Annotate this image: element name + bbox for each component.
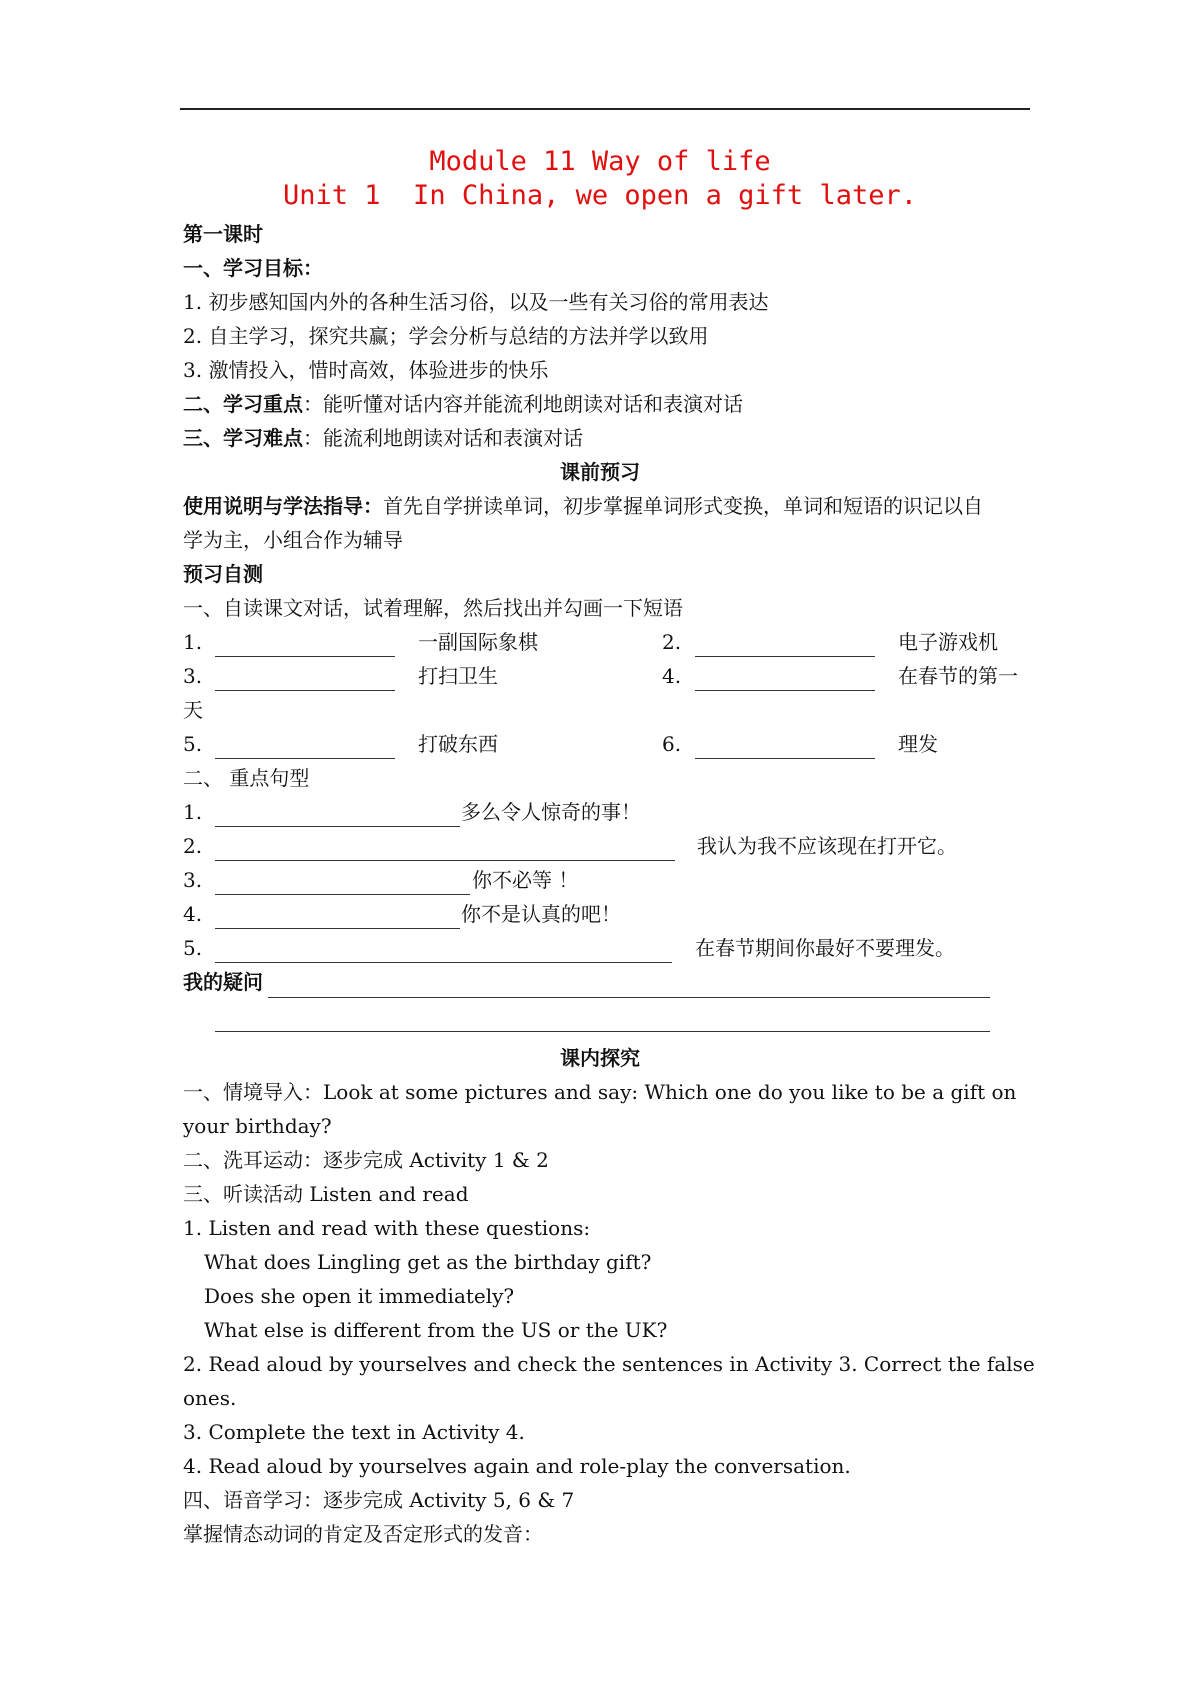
key-text: ：能听懂对话内容并能流利地朗读对话和表演对话 xyxy=(303,392,743,416)
phrase-text: 打扫卫生 xyxy=(418,664,498,688)
sentence-text: 你不是认真的吧！ xyxy=(461,902,621,926)
key-points xyxy=(183,390,743,418)
sentence-blank[interactable] xyxy=(215,893,470,895)
phrase-blank[interactable] xyxy=(215,689,395,691)
phrase-blank[interactable] xyxy=(215,655,395,657)
diff-label: 三、学习难点 xyxy=(183,426,303,450)
sentence-text: 在春节期间你最好不要理发。 xyxy=(695,936,955,960)
questions-label: 我的疑问 xyxy=(183,970,263,994)
sentence-text: 我认为我不应该现在打开它。 xyxy=(697,834,957,858)
phrase-num: 3. xyxy=(183,664,203,688)
sentence-text: 你不必等 ！ xyxy=(472,868,579,892)
sentence-num: 2. xyxy=(183,834,203,858)
listen-2a: 2. Read aloud by yourselves and check the sentences in Activity 3. Correct the false xyxy=(183,1352,1035,1376)
sentence-blank[interactable] xyxy=(215,825,460,827)
goal-item: 3. 激情投入，惜时高效，体验进步的快乐 xyxy=(183,358,549,382)
lesson-label: 第一课时 xyxy=(183,222,263,246)
explore-heading: 课内探究 xyxy=(560,1046,640,1070)
question-2: Does she open it immediately? xyxy=(204,1284,515,1308)
listen-3: 3. Complete the text in Activity 4. xyxy=(183,1420,525,1444)
sentence-blank[interactable] xyxy=(215,859,675,861)
phrase-num: 6. xyxy=(662,732,682,756)
phrase-blank[interactable] xyxy=(695,757,875,759)
phrase-blank[interactable] xyxy=(695,655,875,657)
phrase-num: 4. xyxy=(662,664,682,688)
listen-1: 1. Listen and read with these questions: xyxy=(183,1216,591,1240)
sentence-num: 5. xyxy=(183,936,203,960)
questions-line[interactable] xyxy=(268,996,990,998)
task2-heading: 二、 重点句型 xyxy=(183,766,310,790)
sentence-num: 4. xyxy=(183,902,203,926)
guide-line-2: 学为主，小组合作为辅导 xyxy=(183,528,403,552)
phrase-text: 电子游戏机 xyxy=(898,630,998,654)
step1-line-b: your birthday? xyxy=(183,1114,332,1138)
listen-4: 4. Read aloud by yourselves again and role-play the conversation. xyxy=(183,1454,851,1478)
sentence-blank[interactable] xyxy=(215,961,672,963)
sentence-text: 多么令人惊奇的事！ xyxy=(461,800,641,824)
phrase-blank[interactable] xyxy=(215,757,395,759)
key-label: 二、学习重点 xyxy=(183,392,303,416)
sentence-blank[interactable] xyxy=(215,927,460,929)
phrase-num: 5. xyxy=(183,732,203,756)
unit-title: Unit 1 In China, we open a gift later. xyxy=(283,180,917,211)
diff-text: ：能流利地朗读对话和表演对话 xyxy=(303,426,583,450)
goals-heading: 一、学习目标： xyxy=(183,256,323,280)
phrase-text: 打破东西 xyxy=(418,732,498,756)
goal-item: 1. 初步感知国内外的各种生活习俗，以及一些有关习俗的常用表达 xyxy=(183,290,769,314)
phrase-text: 理发 xyxy=(898,732,938,756)
self-test-heading: 预习自测 xyxy=(183,562,263,586)
goal-item: 2. 自主学习，探究共赢；学会分析与总结的方法并学以致用 xyxy=(183,324,709,348)
questions-line[interactable] xyxy=(215,1030,990,1032)
module-title: Module 11 Way of life xyxy=(429,146,771,177)
question-3: What else is different from the US or the UK? xyxy=(204,1318,668,1342)
step4: 四、语音学习：逐步完成 Activity 5, 6 & 7 xyxy=(183,1488,575,1512)
header-rule xyxy=(180,108,1030,110)
phrase-wrap: 天 xyxy=(183,698,203,722)
sentence-num: 3. xyxy=(183,868,203,892)
sentence-num: 1. xyxy=(183,800,203,824)
phrase-num: 2. xyxy=(662,630,682,654)
step2: 二、洗耳运动：逐步完成 Activity 1 & 2 xyxy=(183,1148,549,1172)
question-1: What does Lingling get as the birthday gift? xyxy=(204,1250,652,1274)
phrase-blank[interactable] xyxy=(695,689,875,691)
phrase-text: 一副国际象棋 xyxy=(418,630,538,654)
phrase-num: 1. xyxy=(183,630,203,654)
preview-heading: 课前预习 xyxy=(560,460,640,484)
guide-line-1 xyxy=(183,492,983,520)
task1-heading: 一、自读课文对话，试着理解，然后找出并勾画一下短语 xyxy=(183,596,683,620)
step1-line-a: 一、情境导入：Look at some pictures and say: Which one do you like to be a gift on xyxy=(183,1080,1017,1104)
step4-note: 掌握情态动词的肯定及否定形式的发音： xyxy=(183,1522,543,1546)
difficult-points xyxy=(183,424,583,452)
listen-2b: ones. xyxy=(183,1386,237,1410)
guide-label: 使用说明与学法指导： xyxy=(183,494,383,518)
phrase-text: 在春节的第一 xyxy=(898,664,1018,688)
step3: 三、听读活动 Listen and read xyxy=(183,1182,469,1206)
guide-text: 首先自学拼读单词，初步掌握单词形式变换，单词和短语的识记以自 xyxy=(383,494,983,518)
